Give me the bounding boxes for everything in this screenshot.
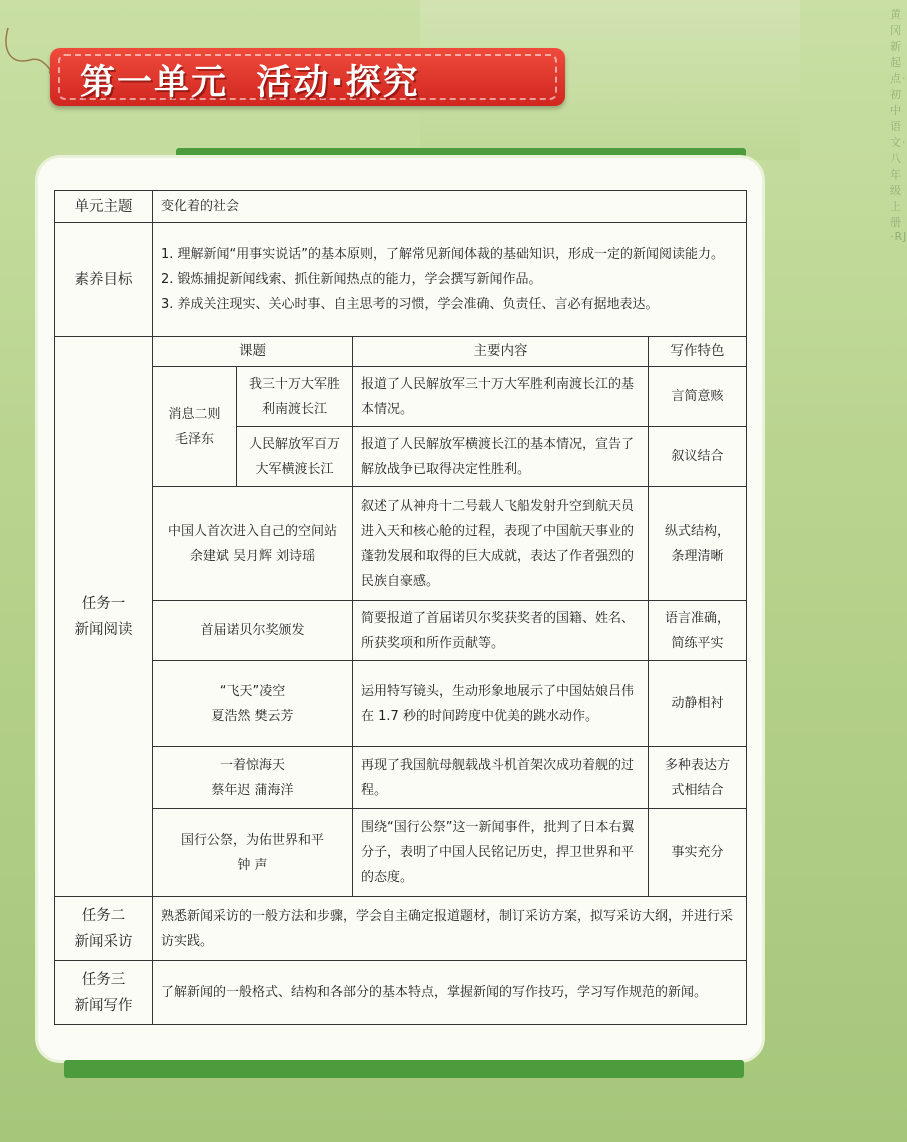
feature-line: 多种表达方	[665, 757, 731, 773]
article-author-line: 夏浩然 樊云芳	[211, 708, 294, 724]
article-feature	[649, 487, 747, 601]
goal-item: 2. 锻炼捕捉新闻线索、抓住新闻热点的能力，学会撰写新闻作品。	[161, 272, 542, 287]
feature-line: 式相结合	[671, 782, 724, 798]
bleed-header-text: 黄冈新起点·初中语文·八年级上册·RJ	[890, 8, 907, 243]
group-title-cell	[153, 367, 237, 487]
task3-label-line1: 任务三	[81, 971, 126, 988]
task1-row	[55, 487, 747, 601]
col-header-title: 课题	[153, 337, 353, 367]
article-feature	[649, 747, 747, 809]
goal-item: 3. 养成关注现实、关心时事、自主思考的习惯，学会准确、负责任、言必有据地表达。	[161, 297, 659, 312]
group-author: 毛泽东	[174, 431, 214, 447]
task2-label-line2: 新闻采访	[74, 933, 133, 950]
unit-table	[54, 190, 747, 1025]
article-title-cell	[237, 367, 353, 427]
task1-row	[55, 367, 747, 427]
task3-label	[55, 961, 153, 1025]
task1-row	[55, 809, 747, 897]
article-title-line: 利南渡长江	[261, 401, 327, 417]
article-title-line: 我三十万大军胜	[248, 376, 340, 392]
group-title: 消息二则	[168, 406, 221, 422]
task1-header-row	[55, 337, 747, 367]
article-feature: 言简意赅	[649, 367, 747, 427]
unit-theme-value: 变化着的社会	[153, 191, 747, 223]
task1-label-line2: 新闻阅读	[74, 621, 133, 638]
article-title-line: 中国人首次进入自己的空间站	[167, 523, 337, 539]
feature-line: 简练平实	[671, 635, 724, 651]
feature-line: 条理清晰	[671, 548, 724, 564]
bottom-green-strip	[64, 1060, 744, 1078]
goals-list	[153, 223, 747, 337]
unit-theme-label: 单元主题	[55, 191, 153, 223]
col-header-content: 主要内容	[353, 337, 649, 367]
banner-title: 第一单元 活动·探究	[80, 63, 420, 103]
article-content: 报道了人民解放军横渡长江的基本情况，宣告了解放战争已取得决定性胜利。	[353, 427, 649, 487]
unit-banner	[50, 48, 565, 106]
article-title-cell	[153, 487, 353, 601]
row-goals	[55, 223, 747, 337]
goals-label: 素养目标	[55, 223, 153, 337]
row-task3	[55, 961, 747, 1025]
task2-label-line1: 任务二	[81, 907, 126, 924]
article-title-cell	[153, 661, 353, 747]
article-content: 简要报道了首届诺贝尔奖获奖者的国籍、姓名、所获奖项和所作贡献等。	[353, 601, 649, 661]
article-title-line: 大军横渡长江	[255, 461, 334, 477]
article-feature: 叙议结合	[649, 427, 747, 487]
task1-label-line1: 任务一	[81, 595, 126, 612]
task1-row	[55, 601, 747, 661]
article-title-cell	[153, 601, 353, 661]
article-content: 报道了人民解放军三十万大军胜利南渡长江的基本情况。	[353, 367, 649, 427]
feature-line: 语言准确，	[665, 610, 731, 626]
task1-row	[55, 661, 747, 747]
article-title-cell	[153, 809, 353, 897]
feature-line: 纵式结构，	[665, 523, 731, 539]
row-task2	[55, 897, 747, 961]
article-feature	[649, 601, 747, 661]
article-title-line: “飞天”凌空	[219, 683, 286, 699]
task2-value: 熟悉新闻采访的一般方法和步骤，学会自主确定报道题材，制订采访方案，拟写采访大纲，并进行采访实践。	[153, 897, 747, 961]
article-title-line: 一着惊海天	[219, 757, 285, 773]
article-title-line: 首届诺贝尔奖颁发	[200, 623, 305, 638]
article-content: 围绕“国行公祭”这一新闻事件，批判了日本右翼分子，表明了中国人民铭记历史，捍卫世界和平的态度。	[353, 809, 649, 897]
article-content: 叙述了从神舟十二号载人飞船发射升空到航天员进入天和核心舱的过程，表现了中国航天事业的蓬勃发展和取得的巨大成就，表达了作者强烈的民族自豪感。	[353, 487, 649, 601]
article-content: 再现了我国航母舰载战斗机首架次成功着舰的过程。	[353, 747, 649, 809]
task3-label-line2: 新闻写作	[74, 997, 133, 1014]
article-title-line: 人民解放军百万	[248, 436, 340, 452]
article-feature: 事实充分	[649, 809, 747, 897]
article-content: 运用特写镜头，生动形象地展示了中国姑娘吕伟在 1.7 秒的时间跨度中优美的跳水动作。	[353, 661, 649, 747]
task1-row	[55, 747, 747, 809]
article-author-line: 蔡年迟 蒲海洋	[211, 782, 294, 798]
goal-item: 1. 理解新闻“用事实说话”的基本原则，了解常见新闻体裁的基础知识，形成一定的新闻阅读能力。	[161, 247, 725, 262]
task1-label	[55, 337, 153, 897]
article-title-cell	[237, 427, 353, 487]
article-title-cell	[153, 747, 353, 809]
col-header-feature: 写作特色	[649, 337, 747, 367]
task3-value: 了解新闻的一般格式、结构和各部分的基本特点，掌握新闻的写作技巧，学习写作规范的新闻。	[153, 961, 747, 1025]
article-author-line: 余建斌 吴月辉 刘诗瑶	[189, 548, 316, 564]
article-author-line: 钟 声	[237, 857, 268, 873]
row-unit-theme	[55, 191, 747, 223]
article-title-line: 国行公祭，为佑世界和平	[180, 832, 324, 848]
article-feature: 动静相衬	[649, 661, 747, 747]
task2-label	[55, 897, 153, 961]
